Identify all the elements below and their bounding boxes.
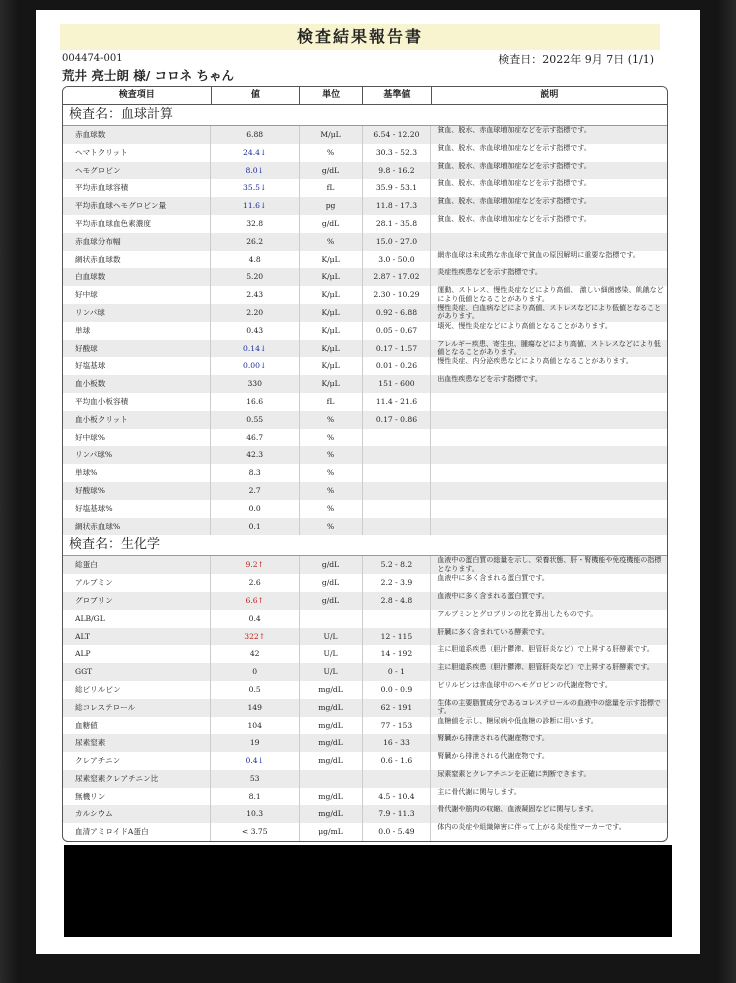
reference-range: 6.54 - 12.20 xyxy=(363,126,432,144)
unit: fL xyxy=(300,179,363,197)
description: 尿素窒素とクレアチニンを正確に判断できます。 xyxy=(437,769,591,778)
result-value: 4.8 xyxy=(211,251,300,269)
unit: U/L xyxy=(300,663,363,681)
result-value: 0.4↓ xyxy=(211,752,300,770)
unit: g/dL xyxy=(300,556,363,574)
reference-range: 7.9 - 11.3 xyxy=(363,805,432,823)
description xyxy=(431,464,667,482)
description: 主に胆道系疾患（胆汁鬱滞、胆管肝炎など）で上昇する肝酵素です。 xyxy=(437,645,654,654)
result-value: 8.0↓ xyxy=(211,162,300,180)
description xyxy=(431,429,667,447)
item-name: 好酸球% xyxy=(63,482,211,500)
result-value: 35.5↓ xyxy=(211,179,300,197)
unit: g/dL xyxy=(300,574,363,592)
reference-range: 2.2 - 3.9 xyxy=(363,574,432,592)
item-name: 好中球% xyxy=(63,429,211,447)
section-name: 生化学 xyxy=(121,537,161,553)
unit: % xyxy=(300,464,363,482)
reference-range: 12 - 115 xyxy=(363,628,432,646)
table-row xyxy=(63,556,667,574)
item-name: 赤血球分布幅 xyxy=(63,233,211,251)
unit: K/μL xyxy=(300,357,363,375)
table-row xyxy=(63,464,667,482)
table-row xyxy=(63,322,667,340)
table-row xyxy=(63,357,667,375)
item-name: 血小板クリット xyxy=(63,411,211,429)
report-code: 004474-001 xyxy=(62,53,123,64)
description: アルブミンとグロブリンの比を算出したものです。 xyxy=(437,609,598,618)
result-value: 42 xyxy=(211,645,300,663)
reference-range: 28.1 - 35.8 xyxy=(363,215,432,233)
report-title: 検査結果報告書 xyxy=(60,24,660,50)
header-unit: 単位 xyxy=(300,87,363,104)
description: 体内の炎症や組織障害に伴って上がる炎症性マーカーです。 xyxy=(437,823,626,832)
reference-range: 14 - 192 xyxy=(363,645,432,663)
result-value: 149 xyxy=(211,699,300,717)
result-value: 19 xyxy=(211,734,300,752)
result-value: 53 xyxy=(211,770,300,788)
reference-range: 2.8 - 4.8 xyxy=(363,592,432,610)
item-name: 赤血球数 xyxy=(63,126,211,144)
patient-name: 荒井 亮士朗 様/ コロネ ちゃん xyxy=(62,68,234,83)
table-row xyxy=(63,340,667,358)
table-row xyxy=(63,286,667,304)
description xyxy=(431,518,667,536)
item-name: 総ビリルビン xyxy=(63,681,211,699)
result-value: 11.6↓ xyxy=(211,197,300,215)
reference-range: 0.01 - 0.26 xyxy=(363,357,432,375)
unit: % xyxy=(300,429,363,447)
table-body xyxy=(63,105,667,841)
description xyxy=(431,446,667,464)
item-name: 血清アミロイドA蛋白 xyxy=(63,823,211,841)
item-name: 無機リン xyxy=(63,788,211,806)
table-row xyxy=(63,610,667,628)
table-row xyxy=(63,268,667,286)
result-value: 0.00↓ xyxy=(211,357,300,375)
description: 骨代謝や筋肉の収縮、血液凝固などに関与します。 xyxy=(437,805,598,814)
unit: K/μL xyxy=(300,251,363,269)
result-value: 46.7 xyxy=(211,429,300,447)
reference-range: 0.17 - 0.86 xyxy=(363,411,432,429)
item-name: 尿素窒素 xyxy=(63,734,211,752)
header-item: 検査項目 xyxy=(63,87,212,104)
result-value: 8.3 xyxy=(211,464,300,482)
table-row xyxy=(63,215,667,233)
section-name: 血球計算 xyxy=(121,107,174,122)
result-value: 2.7 xyxy=(211,482,300,500)
table-header xyxy=(63,87,667,105)
unit: % xyxy=(300,518,363,536)
reference-range xyxy=(363,446,432,464)
description: 貧血、脱水、赤血球増加症などを示す指標です。 xyxy=(437,179,591,188)
description: 主に胆道系疾患（胆汁鬱滞、胆管肝炎など）で上昇する肝酵素です。 xyxy=(437,663,654,672)
item-name: ALB/GL xyxy=(63,610,211,628)
unit: U/L xyxy=(300,628,363,646)
reference-range: 3.0 - 50.0 xyxy=(363,251,432,269)
description: 慢性炎症、内分泌疾患などにより高値となることがあります。 xyxy=(437,357,633,366)
item-name: 好酸球 xyxy=(63,340,211,358)
reference-range: 11.8 - 17.3 xyxy=(363,197,432,215)
table-row xyxy=(63,393,667,411)
result-value: 322↑ xyxy=(211,628,300,646)
header-value: 値 xyxy=(212,87,301,104)
reference-range: 0.0 - 5.49 xyxy=(363,823,432,841)
reference-range: 0.05 - 0.67 xyxy=(363,322,432,340)
result-value: 26.2 xyxy=(211,233,300,251)
reference-range: 62 - 191 xyxy=(363,699,432,717)
reference-range: 0 - 1 xyxy=(363,663,432,681)
item-name: 単球 xyxy=(63,322,211,340)
table-row xyxy=(63,518,667,536)
item-name: 平均赤血球血色素濃度 xyxy=(63,215,211,233)
unit: U/L xyxy=(300,645,363,663)
item-name: 白血球数 xyxy=(63,268,211,286)
table-row xyxy=(63,734,667,752)
section-title xyxy=(63,535,667,556)
item-name: クレアチニン xyxy=(63,752,211,770)
reference-range: 5.2 - 8.2 xyxy=(363,556,432,574)
unit: K/μL xyxy=(300,304,363,322)
table-row xyxy=(63,699,667,717)
result-value: 0.43 xyxy=(211,322,300,340)
item-name: 網状赤血球数 xyxy=(63,251,211,269)
table-row xyxy=(63,645,667,663)
table-row xyxy=(63,805,667,823)
unit: K/μL xyxy=(300,340,363,358)
description: アレルギー疾患、寄生虫、腫瘍などにより高値、ストレスなどにより低値となることがあります。 xyxy=(437,339,661,357)
reference-range xyxy=(363,429,432,447)
table-row xyxy=(63,233,667,251)
description xyxy=(431,233,667,251)
section-label: 検査名： xyxy=(69,537,122,553)
description: 生体の主要脂質成分であるコレステロールの血液中の総量を示す指標です。 xyxy=(437,698,661,716)
section-rows xyxy=(63,126,667,535)
description xyxy=(431,482,667,500)
results-table xyxy=(62,86,668,842)
item-name: ALP xyxy=(63,645,211,663)
result-value: 32.8 xyxy=(211,215,300,233)
item-name: ヘモグロビン xyxy=(63,162,211,180)
section-label: 検査名： xyxy=(69,107,122,122)
item-name: GGT xyxy=(63,663,211,681)
table-row xyxy=(63,681,667,699)
unit: K/μL xyxy=(300,286,363,304)
item-name: 単球% xyxy=(63,464,211,482)
description: 腎臓から排泄される代謝産物です。 xyxy=(437,752,549,761)
reference-range: 0.92 - 6.88 xyxy=(363,304,432,322)
reference-range: 4.5 - 10.4 xyxy=(363,788,432,806)
item-name: 血小板数 xyxy=(63,375,211,393)
reference-range: 2.30 - 10.29 xyxy=(363,286,432,304)
unit: M/μL xyxy=(300,126,363,144)
unit: % xyxy=(300,144,363,162)
result-value: 0.55 xyxy=(211,411,300,429)
reference-range: 0.0 - 0.9 xyxy=(363,681,432,699)
item-name: ヘマトクリット xyxy=(63,144,211,162)
table-row xyxy=(63,788,667,806)
description: 網赤血球は未成熟な赤血球で貧血の原因解明に重要な指標です。 xyxy=(437,250,640,259)
result-value: 2.43 xyxy=(211,286,300,304)
unit: % xyxy=(300,500,363,518)
reference-range: 15.0 - 27.0 xyxy=(363,233,432,251)
description: 貧血、脱水、赤血球増加症などを示す指標です。 xyxy=(437,143,591,152)
table-row xyxy=(63,429,667,447)
table-row xyxy=(63,717,667,735)
unit: mg/dL xyxy=(300,681,363,699)
table-row xyxy=(63,770,667,788)
unit xyxy=(300,770,363,788)
description: 血液中の蛋白質の総量を示し、栄養状態、肝・腎機能や免疫機能の指標となります。 xyxy=(437,556,662,573)
item-name: 平均血小板容積 xyxy=(63,393,211,411)
reference-range: 16 - 33 xyxy=(363,734,432,752)
result-value: 10.3 xyxy=(211,805,300,823)
table-row xyxy=(63,251,667,269)
description: 貧血、脱水、赤血球増加症などを示す指標です。 xyxy=(437,126,591,134)
reference-range: 0.17 - 1.57 xyxy=(363,340,432,358)
reference-range xyxy=(363,610,432,628)
result-value: 104 xyxy=(211,717,300,735)
reference-range xyxy=(363,482,432,500)
table-row xyxy=(63,411,667,429)
reference-range: 0.6 - 1.6 xyxy=(363,752,432,770)
unit: mg/dL xyxy=(300,717,363,735)
description: 壊死、慢性炎症などにより高値となることがあります。 xyxy=(437,321,612,330)
unit xyxy=(300,610,363,628)
description: 腎臓から排泄される代謝産物です。 xyxy=(437,734,549,743)
unit: fL xyxy=(300,393,363,411)
reference-range: 2.87 - 17.02 xyxy=(363,268,432,286)
unit: mg/dL xyxy=(300,734,363,752)
table-row xyxy=(63,197,667,215)
description: 貧血、脱水、赤血球増加症などを示す指標です。 xyxy=(437,161,591,170)
redacted-area xyxy=(64,845,672,937)
item-name: ALT xyxy=(63,628,211,646)
description xyxy=(431,393,667,411)
result-value: < 3.75 xyxy=(211,823,300,841)
description: 血糖値を示し、糖尿病や低血糖の診断に用います。 xyxy=(437,716,598,725)
unit: K/μL xyxy=(300,375,363,393)
reference-range xyxy=(363,464,432,482)
table-row xyxy=(63,375,667,393)
result-value: 16.6 xyxy=(211,393,300,411)
unit: % xyxy=(300,411,363,429)
table-row xyxy=(63,144,667,162)
reference-range: 151 - 600 xyxy=(363,375,432,393)
reference-range: 35.9 - 53.1 xyxy=(363,179,432,197)
result-value: 2.6 xyxy=(211,574,300,592)
unit: mg/dL xyxy=(300,788,363,806)
unit: g/dL xyxy=(300,215,363,233)
section-title xyxy=(63,105,667,126)
result-value: 0 xyxy=(211,663,300,681)
section-rows xyxy=(63,556,667,841)
table-row xyxy=(63,500,667,518)
unit: % xyxy=(300,233,363,251)
table-row xyxy=(63,446,667,464)
table-row xyxy=(63,663,667,681)
table-row xyxy=(63,574,667,592)
table-row xyxy=(63,823,667,841)
result-value: 0.4 xyxy=(211,610,300,628)
reference-range xyxy=(363,518,432,536)
description: 慢性炎症、白血病などにより高値、ストレスなどにより低値となることがあります。 xyxy=(437,303,662,321)
item-name: 総コレステロール xyxy=(63,699,211,717)
item-name: リンパ球 xyxy=(63,304,211,322)
result-value: 0.1 xyxy=(211,518,300,536)
table-row xyxy=(63,752,667,770)
description: 肝臓に多く含まれている酵素です。 xyxy=(437,627,549,636)
result-value: 330 xyxy=(211,375,300,393)
result-value: 0.0 xyxy=(211,500,300,518)
item-name: 好塩基球% xyxy=(63,500,211,518)
description: 炎症性疾患などを示す指標です。 xyxy=(437,268,542,277)
table-row xyxy=(63,179,667,197)
result-value: 24.4↓ xyxy=(211,144,300,162)
table-row xyxy=(63,628,667,646)
exam-date: 検査日：2022年 9月 7日 (1/1) xyxy=(498,53,654,66)
unit: % xyxy=(300,446,363,464)
description: 出血性疾患などを示す指標です。 xyxy=(437,375,542,384)
description: 主に骨代謝に関与します。 xyxy=(437,787,521,796)
reference-range: 30.3 - 52.3 xyxy=(363,144,432,162)
item-name: 平均赤血球容積 xyxy=(63,179,211,197)
item-name: カルシウム xyxy=(63,805,211,823)
result-value: 0.14↓ xyxy=(211,340,300,358)
reference-range: 77 - 153 xyxy=(363,717,432,735)
description: 貧血、脱水、赤血球増加症などを示す指標です。 xyxy=(437,197,591,206)
item-name: 好中球 xyxy=(63,286,211,304)
unit: g/dL xyxy=(300,592,363,610)
reference-range: 11.4 - 21.6 xyxy=(363,393,432,411)
table-row xyxy=(63,126,667,144)
item-name: アルブミン xyxy=(63,574,211,592)
reference-range xyxy=(363,770,432,788)
result-value: 42.3 xyxy=(211,446,300,464)
item-name: 尿素窒素クレアチニン比 xyxy=(63,770,211,788)
unit: mg/dL xyxy=(300,699,363,717)
description: 血液中に多く含まれる蛋白質です。 xyxy=(437,591,549,600)
result-value: 8.1 xyxy=(211,788,300,806)
item-name: グロブリン xyxy=(63,592,211,610)
item-name: 好塩基球 xyxy=(63,357,211,375)
header-description: 説明 xyxy=(540,90,559,100)
unit: g/dL xyxy=(300,162,363,180)
table-row xyxy=(63,592,667,610)
result-value: 2.20 xyxy=(211,304,300,322)
result-value: 5.20 xyxy=(211,268,300,286)
unit: K/μL xyxy=(300,268,363,286)
unit: % xyxy=(300,482,363,500)
header-reference: 基準値 xyxy=(363,87,432,104)
unit: mg/dL xyxy=(300,805,363,823)
result-value: 6.6↑ xyxy=(211,592,300,610)
description: 貧血、脱水、赤血球増加症などを示す指標です。 xyxy=(437,214,591,223)
item-name: 血糖値 xyxy=(63,717,211,735)
unit: K/μL xyxy=(300,322,363,340)
reference-range xyxy=(363,500,432,518)
description xyxy=(431,411,667,429)
description: ビリルビンは赤血球中のヘモグロビンの代謝産物です。 xyxy=(437,680,612,689)
description: 運動、ストレス、慢性炎症などにより高値、 激しい細菌感染、飢餓などにより低値となることがあります。 xyxy=(437,286,664,303)
result-value: 9.2↑ xyxy=(211,556,300,574)
item-name: リンパ球% xyxy=(63,446,211,464)
table-row xyxy=(63,162,667,180)
table-row xyxy=(63,482,667,500)
report-sheet xyxy=(36,10,700,954)
reference-range: 9.8 - 16.2 xyxy=(363,162,432,180)
description xyxy=(431,500,667,518)
unit: mg/dL xyxy=(300,752,363,770)
item-name: 網状赤血球% xyxy=(63,518,211,536)
description: 血液中に多く含まれる蛋白質です。 xyxy=(437,574,549,583)
unit: μg/mL xyxy=(300,823,363,841)
result-value: 0.5 xyxy=(211,681,300,699)
result-value: 6.88 xyxy=(211,126,300,144)
unit: pg xyxy=(300,197,363,215)
table-row xyxy=(63,304,667,322)
item-name: 平均赤血球ヘモグロビン量 xyxy=(63,197,211,215)
item-name: 総蛋白 xyxy=(63,556,211,574)
